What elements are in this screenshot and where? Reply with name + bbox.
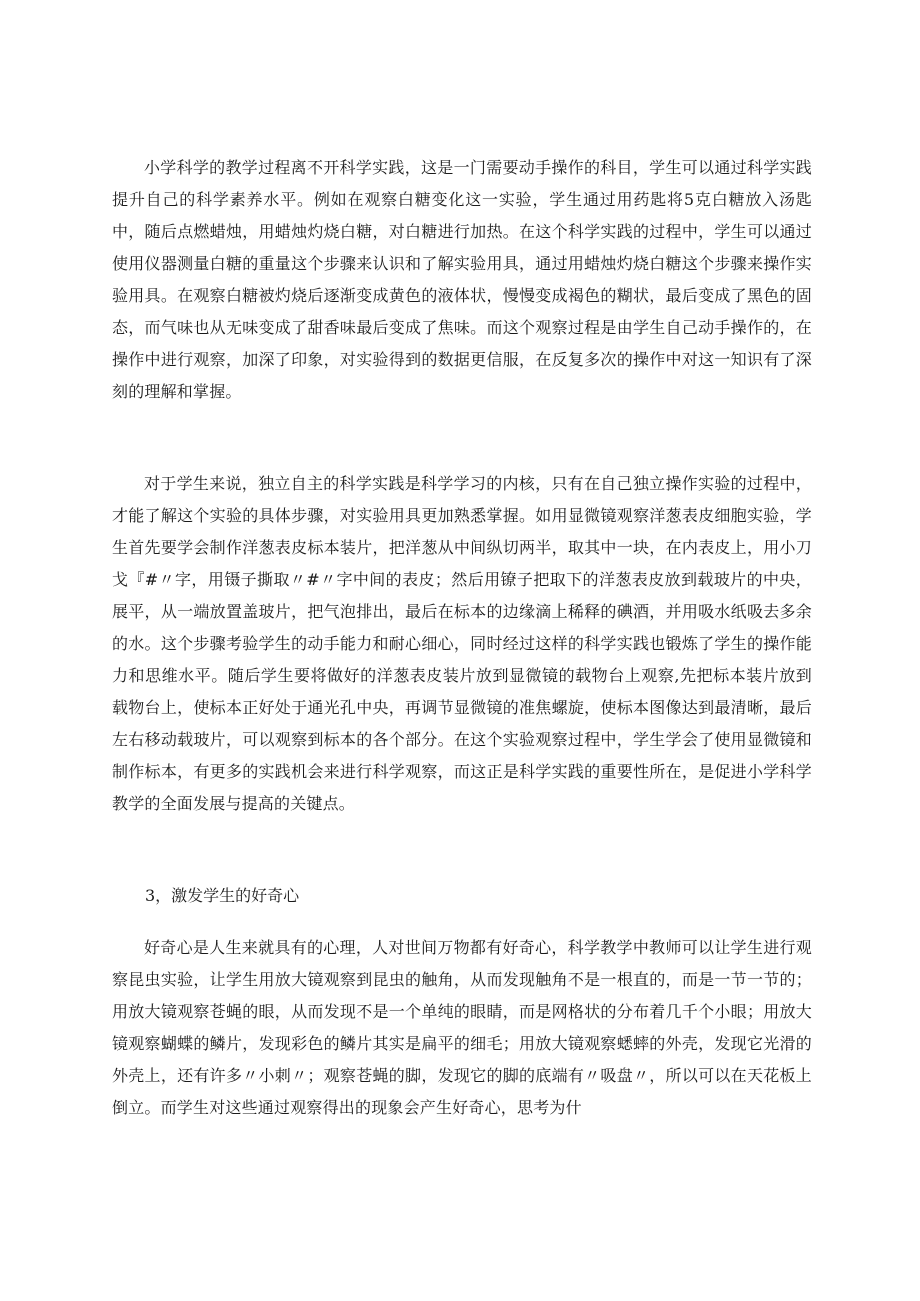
section-heading: 3，激发学生的好奇心 bbox=[145, 886, 300, 905]
body-paragraph: 小学科学的教学过程离不开科学实践，这是一门需要动手操作的科目，学生可以通过科学实践提升自己的科学素养水平。例如在观察白糖变化这一实验，学生通过用药匙将5克白糖放入汤匙中，随后点燃蜡烛，用蜡烛灼烧白糖，对白糖进行加热。在这个科学实践的过程中，学生可以通过使用仪器测量白糖的重量这个步骤来认识和了解实验用具，通过用蜡烛灼烧白糖这个步骤来操作实验用具。在观察白糖被灼烧后逐渐变成黄色的液体状，慢慢变成褐色的糊状，最后变成了黑色的固态，而气味也从无味变成了甜香味最后变成了焦味。而这个观察过程是由学生自己动手操作的，在操作中进行观察，加深了印象，对实验得到的数据更信服，在反复多次的操作中对这一知识有了深刻的理解和掌握。 bbox=[112, 158, 812, 401]
body-paragraph: 对于学生来说，独立自主的科学实践是科学学习的内核，只有在自己独立操作实验的过程中，才能了解这个实验的具体步骤，对实验用具更加熟悉掌握。如用显微镜观察洋葱表皮细胞实验，学生首先要学会制作洋葱表皮标本装片，把洋葱从中间纵切两半，取其中一块，在内表皮上，用小刀戈『#〃字，用镊子撕取〃#〃字中间的表皮；然后用镣子把取下的洋葱表皮放到载玻片的中央，展平，从一端放置盖玻片，把气泡排出，最后在标本的边缘滴上稀释的碘酒，并用吸水纸吸去多余的水。这个步骤考验学生的动手能力和耐心细心，同时经过这样的科学实践也锻炼了学生的操作能力和思维水平。随后学生要将做好的洋葱表皮装片放到显微镜的载物台上观察,先把标本装片放到载物台上，使标本正好处于通光孔中央，再调节显微镜的准焦螺旋，使标本图像达到最清晰，最后左右移动载玻片，可以观察到标本的各个部分。在这个实验观察过程中，学生学会了使用显微镜和制作标本，有更多的实践机会来进行科学观察，而这正是科学实践的重要性所在，是促进小学科学教学的全面发展与提高的关键点。 bbox=[112, 474, 812, 813]
body-paragraph: 好奇心是人生来就具有的心理，人对世间万物都有好奇心，科学教学中教师可以让学生进行观察昆虫实验，让学生用放大镜观察到昆虫的触角，从而发现触角不是一根直的，而是一节一节的；用放大镜观察苍蝇的眼，从而发现不是一个单纯的眼睛，而是网格状的分布着几千个小眼；用放大镜观察蝴蝶的鳞片，发现彩色的鳞片其实是扁平的细毛；用放大镜观察蟋蟀的外壳，发现它光滑的外壳上，还有许多〃小刺〃；观察苍蝇的脚，发现它的脚的底端有〃吸盘〃，所以可以在天花板上倒立。而学生对这些通过观察得出的现象会产生好奇心，思考为什 bbox=[112, 938, 812, 1117]
